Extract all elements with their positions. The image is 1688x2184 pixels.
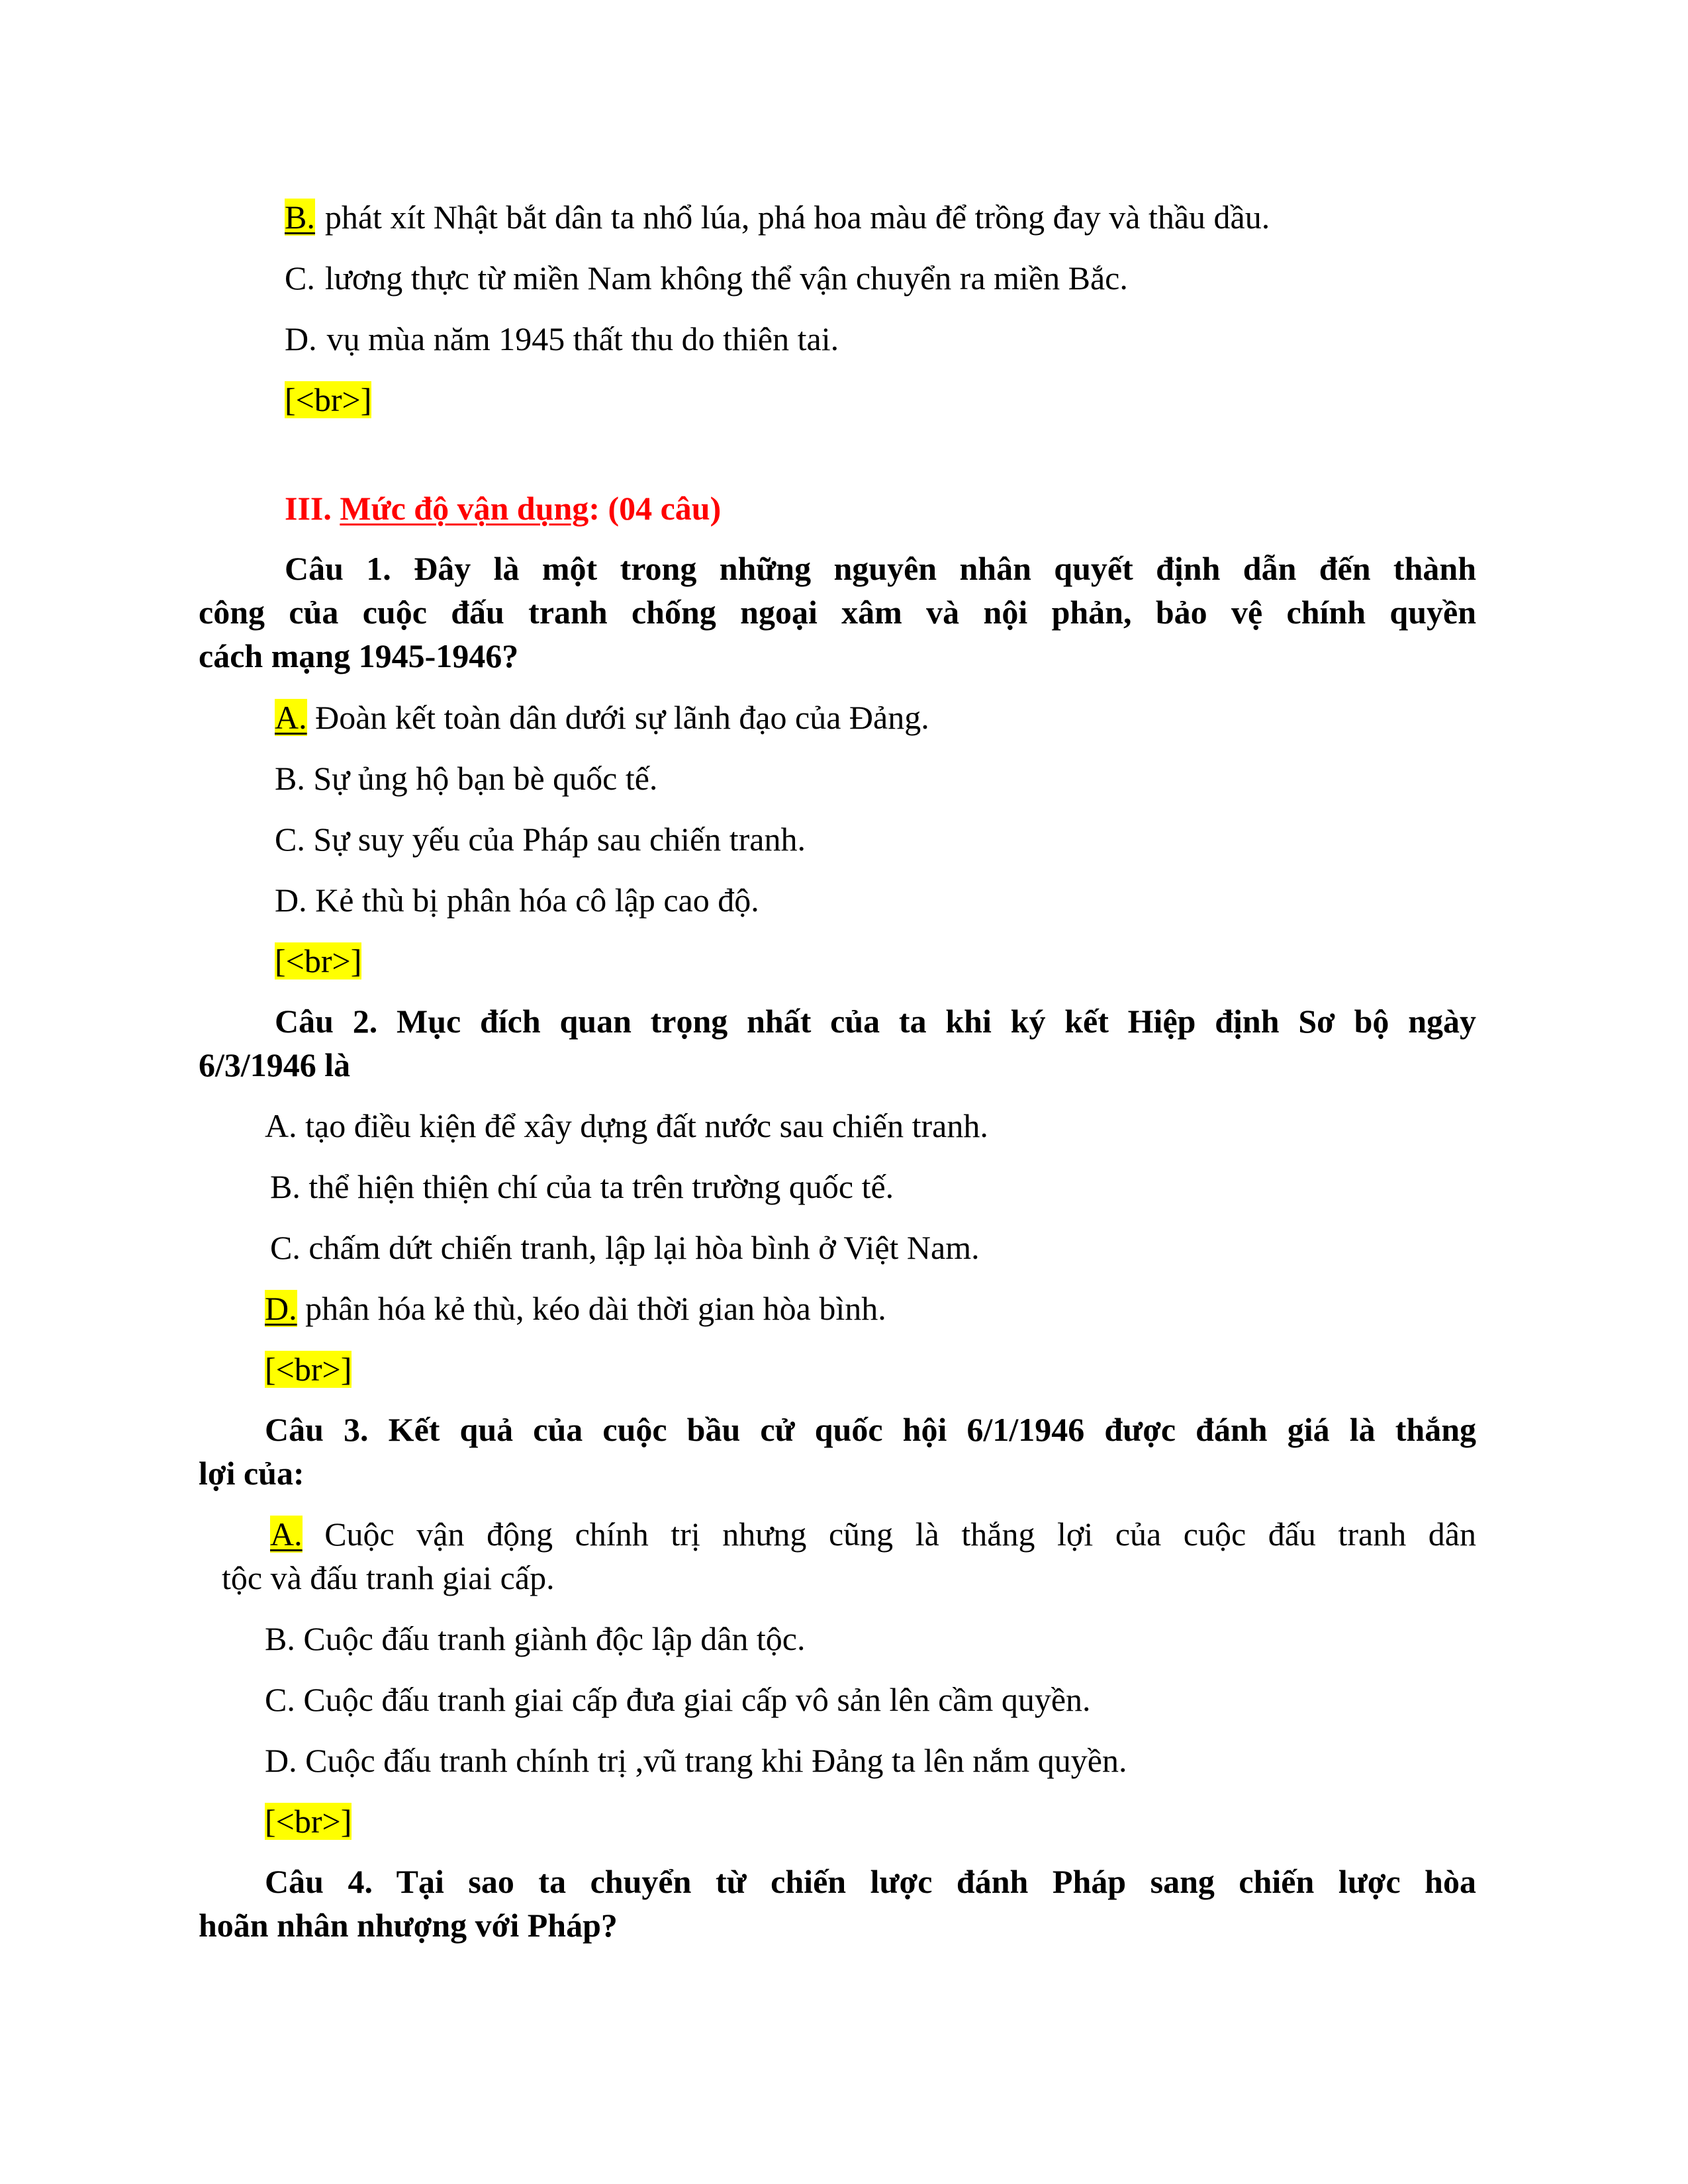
question-2-line-1: [199, 999, 1476, 1043]
q2-option-b: [270, 1165, 894, 1208]
option-d: [285, 317, 839, 361]
section-title: Mức độ vận dụng: [340, 490, 589, 527]
q3-option-a: [270, 1512, 1476, 1556]
answer-letter: A.: [265, 1107, 297, 1144]
answer-letter: C.: [285, 259, 315, 296]
answer-letter-correct: D.: [265, 1290, 297, 1327]
q1-option-b: [275, 756, 657, 800]
separator: [265, 1347, 352, 1391]
option-text: vụ mùa năm 1945 thất thu do thiên tai.: [326, 320, 839, 357]
answer-letter: B.: [270, 1168, 301, 1205]
option-text: phát xít Nhật bắt dân ta nhổ lúa, phá hoa màu để trồng đay và thầu dầu.: [324, 199, 1270, 236]
option-text: Cuộc đấu tranh chính trị ,vũ trang khi Đảng ta lên nắm quyền.: [305, 1742, 1127, 1779]
answer-letter-correct: B.: [285, 199, 315, 236]
separator: [285, 378, 371, 422]
section-count: (04 câu): [608, 490, 722, 527]
option-text: Cuộc vận động chính trị nhưng cũng là thắng lợi của cuộc đấu tranh dân: [324, 1516, 1477, 1553]
option-text: Sự suy yếu của Pháp sau chiến tranh.: [313, 821, 806, 858]
br-marker: [<br>]: [285, 381, 372, 418]
option-text: Sự ủng hộ bạn bè quốc tế.: [313, 760, 658, 797]
option-b: [285, 195, 1270, 239]
answer-letter: C.: [270, 1229, 301, 1266]
answer-letter: D.: [275, 882, 307, 919]
answer-letter: C.: [265, 1681, 295, 1718]
answer-letter: B.: [275, 760, 305, 797]
option-text: thể hiện thiện chí của ta trên trường quốc tế.: [308, 1168, 894, 1205]
option-c: [285, 256, 1128, 300]
br-marker: [<br>]: [275, 942, 362, 979]
question-1-line-2: công của cuộc đấu tranh chống ngoại xâm và nội phản, bảo vệ chính quyền: [199, 594, 1476, 631]
question-3-line-2: lợi của:: [199, 1455, 305, 1492]
q3-option-b: [265, 1617, 805, 1661]
section-colon: :: [588, 490, 600, 527]
answer-letter-correct: A.: [275, 699, 307, 736]
answer-letter: D.: [285, 320, 317, 357]
question-text: Kết quả của cuộc bầu cử quốc hội 6/1/1946 được đánh giá là thắng: [388, 1411, 1477, 1448]
option-text: Cuộc đấu tranh giai cấp đưa giai cấp vô sản lên cầm quyền.: [303, 1681, 1091, 1718]
question-4-line-2: hoãn nhân nhượng với Pháp?: [199, 1907, 618, 1944]
answer-letter: C.: [275, 821, 305, 858]
q1-option-c: [275, 817, 806, 861]
q3-option-c: [265, 1678, 1091, 1721]
question-2-line-2: 6/3/1946 là: [199, 1046, 351, 1083]
section-number: III.: [285, 490, 332, 527]
q2-option-c: [270, 1226, 980, 1269]
question-3-line-1: [199, 1408, 1476, 1451]
question-text: Đây là một trong những nguyên nhân quyết định dẫn đến thành: [414, 550, 1476, 587]
q1-option-d: [275, 878, 759, 922]
option-text: phân hóa kẻ thù, kéo dài thời gian hòa bình.: [305, 1290, 886, 1327]
q1-option-a: [275, 696, 929, 739]
answer-letter: D.: [265, 1742, 297, 1779]
question-label: Câu 2.: [275, 1003, 378, 1040]
q3-option-a-cont: tộc và đấu tranh giai cấp.: [222, 1559, 555, 1596]
question-1-line-3: cách mạng 1945-1946?: [199, 637, 519, 674]
q2-option-a: [265, 1104, 988, 1148]
separator: [265, 1799, 352, 1843]
question-text: Mục đích quan trọng nhất của ta khi ký kết Hiệp định Sơ bộ ngày: [397, 1003, 1477, 1040]
question-label: Câu 1.: [285, 550, 391, 587]
answer-letter: B.: [265, 1620, 295, 1657]
separator: [275, 939, 361, 983]
option-text: Kẻ thù bị phân hóa cô lập cao độ.: [315, 882, 759, 919]
br-marker: [<br>]: [265, 1351, 352, 1388]
option-text: chấm dứt chiến tranh, lập lại hòa bình ở Việt Nam.: [308, 1229, 980, 1266]
option-text: Đoàn kết toàn dân dưới sự lãnh đạo của Đảng.: [315, 699, 929, 736]
q2-option-d: [265, 1287, 886, 1330]
question-text: Tại sao ta chuyển từ chiến lược đánh Pháp sang chiến lược hòa: [396, 1863, 1476, 1900]
question-4-line-1: [199, 1860, 1476, 1903]
question-1-line-1: [199, 547, 1476, 590]
question-label: Câu 4.: [265, 1863, 373, 1900]
question-label: Câu 3.: [265, 1411, 369, 1448]
option-text: lương thực từ miền Nam không thể vận chuyển ra miền Bắc.: [324, 259, 1128, 296]
br-marker: [<br>]: [265, 1803, 352, 1840]
q3-option-d: [265, 1739, 1127, 1782]
answer-letter-correct: A.: [270, 1516, 303, 1553]
option-text: tạo điều kiện để xây dựng đất nước sau chiến tranh.: [305, 1107, 988, 1144]
section-heading: [285, 486, 721, 530]
option-text: Cuộc đấu tranh giành độc lập dân tộc.: [303, 1620, 806, 1657]
